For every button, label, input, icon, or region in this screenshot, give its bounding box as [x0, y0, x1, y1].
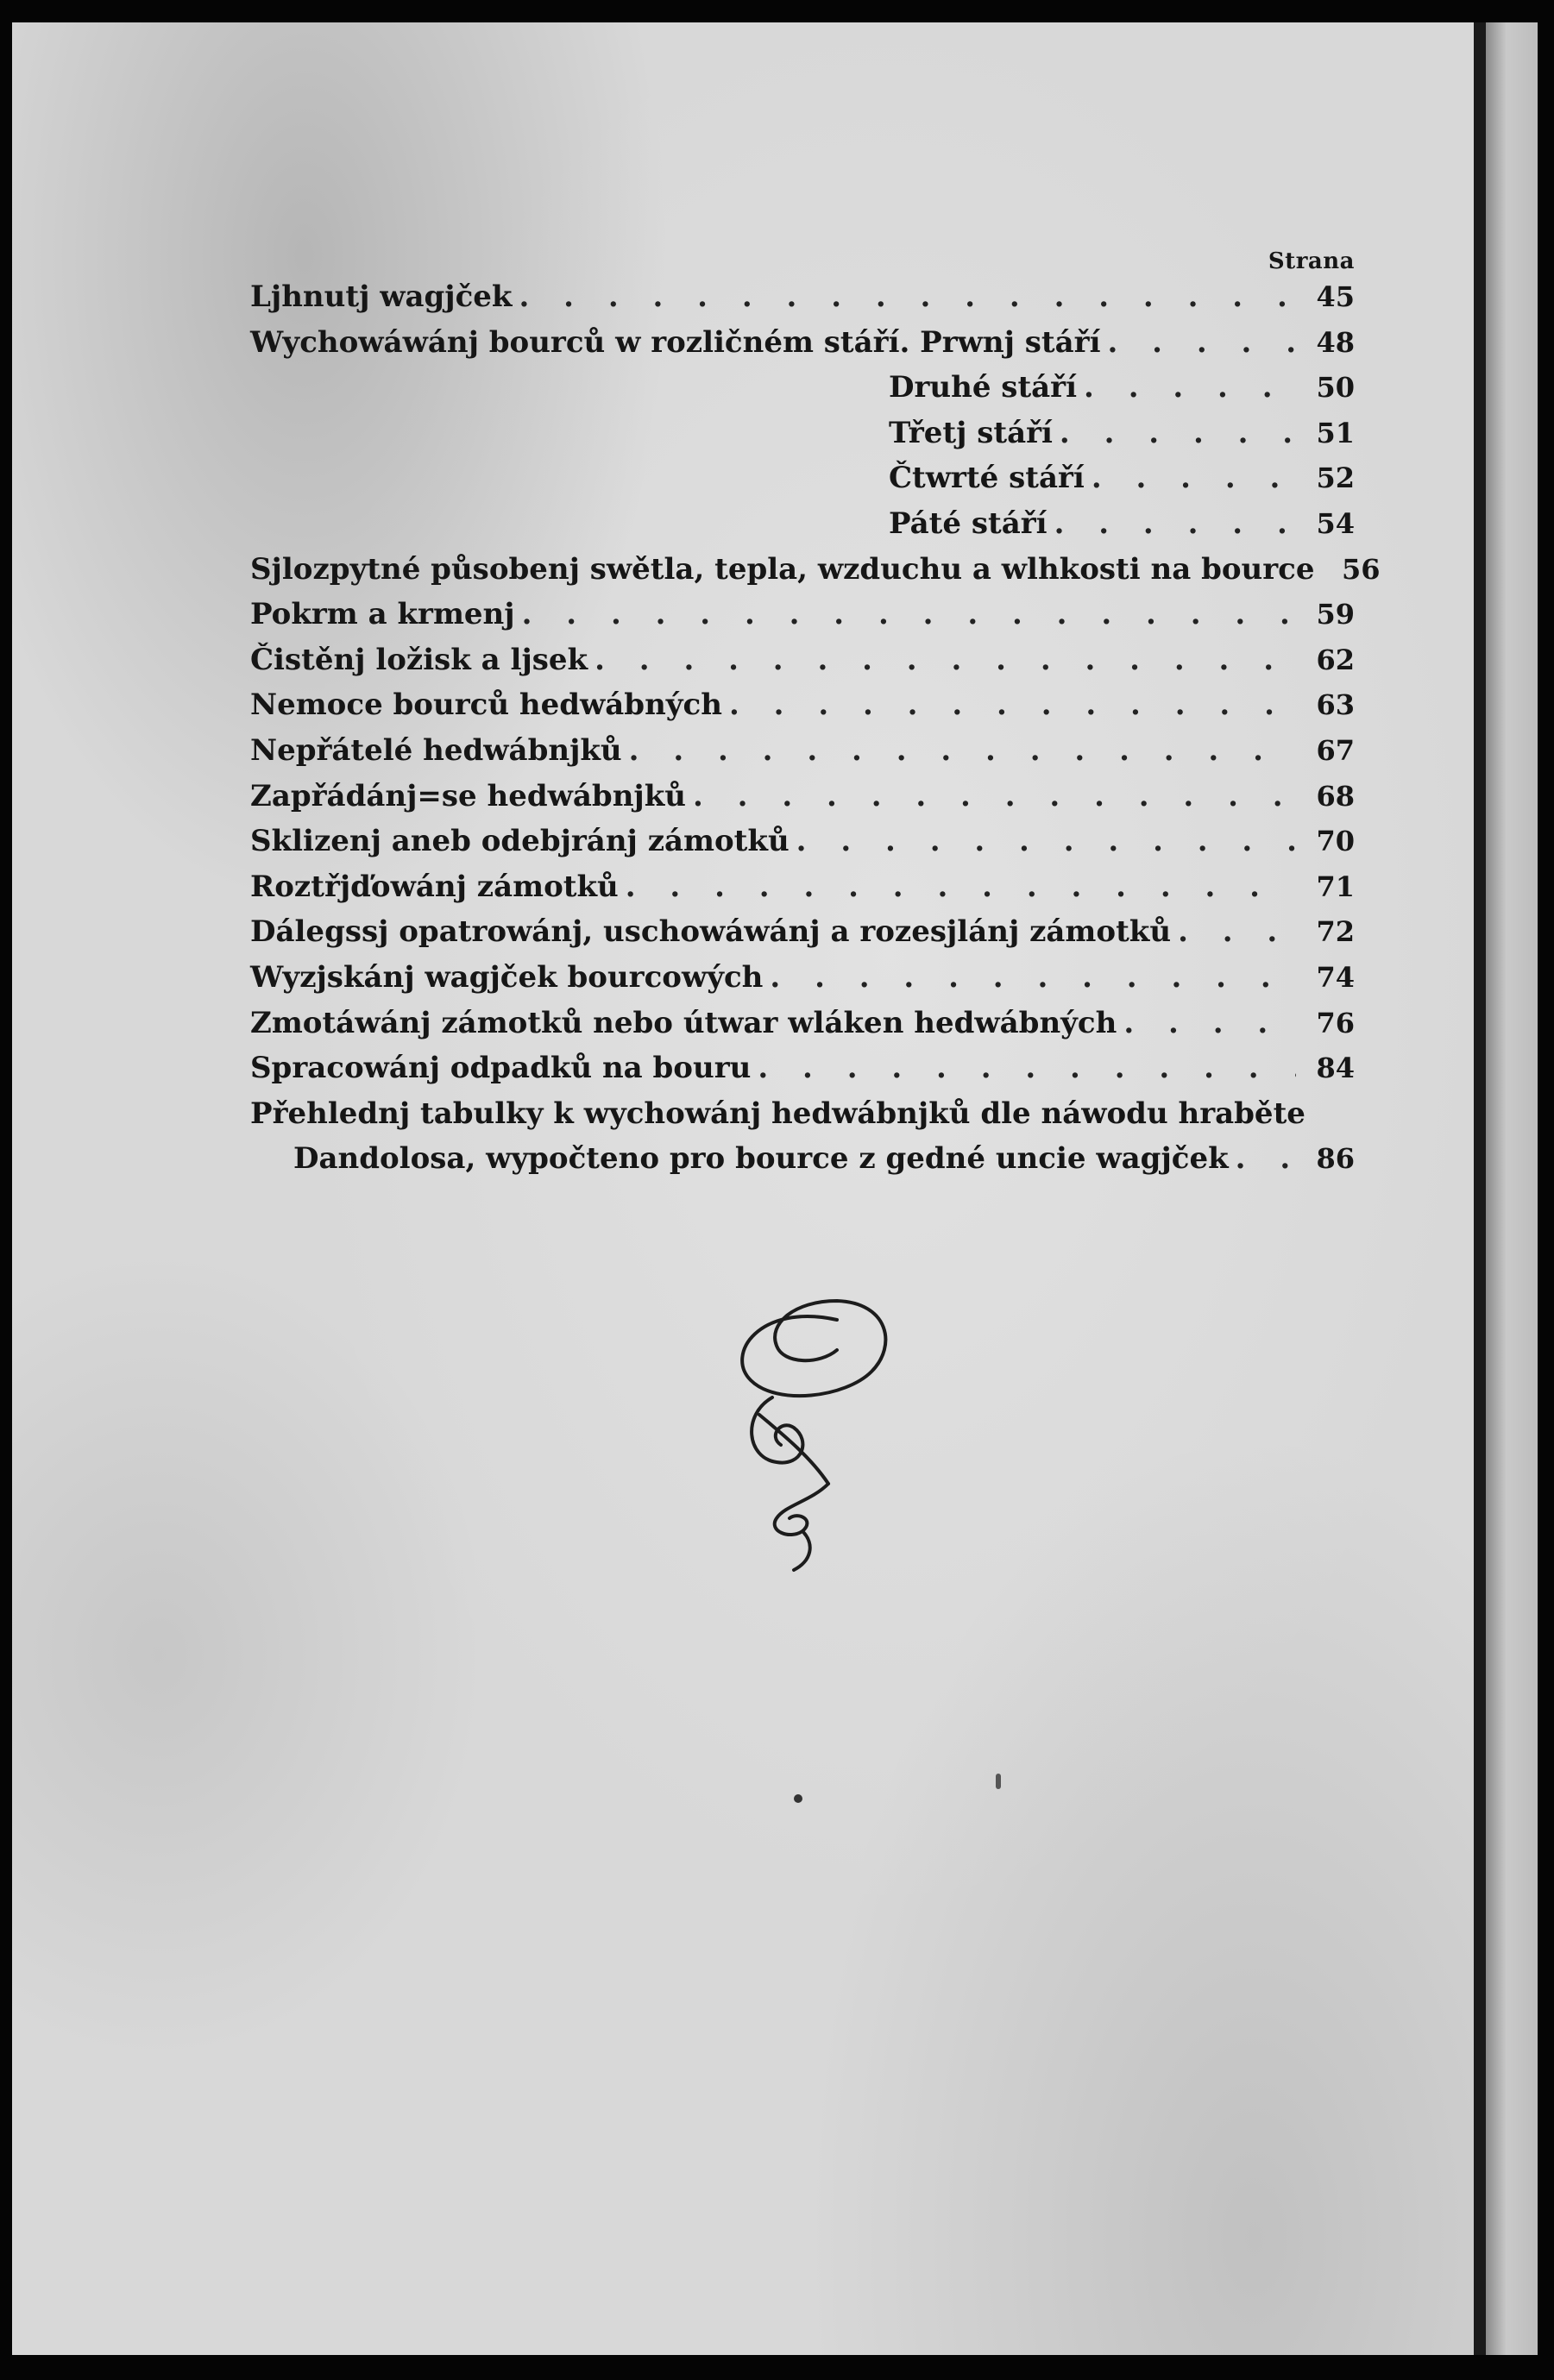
toc-entry: [250, 824, 1355, 870]
toc-entry-title: Zapřádánj=se hedwábnjků: [250, 778, 686, 813]
toc-entry-title: Páté stáří: [889, 506, 1048, 541]
toc-entry-title: Sklizenj aneb odebjránj zámotků: [250, 824, 790, 859]
toc-entry-page-number: 50: [1316, 371, 1355, 405]
toc-list: [250, 279, 1381, 1187]
toc-entry-title: Třetj stáří: [889, 415, 1053, 450]
toc-entry: [250, 461, 1355, 506]
toc-entry-page-number: 76: [1316, 1006, 1355, 1039]
toc-entry-title: Dandolosa, wypočteno pro bource z gedné uncie wagjček: [293, 1141, 1229, 1177]
toc-entry-title: Nepřátelé hedwábnjků: [250, 732, 622, 768]
facing-page-edge: [1486, 22, 1538, 2355]
dot-leader: [693, 779, 1296, 813]
ink-speck: [996, 1774, 1001, 1789]
toc-entry-page-number: 62: [1316, 643, 1355, 676]
toc-entry-title: Druhé stáří: [889, 370, 1078, 405]
flourish-ornament: [708, 1285, 932, 1579]
toc-entry: [250, 1051, 1355, 1096]
toc-entry: [250, 506, 1355, 552]
toc-entry: [250, 870, 1355, 915]
toc-entry-page-number: 72: [1316, 915, 1355, 949]
toc-entry-title: Čtwrté stáří: [889, 461, 1085, 496]
table-of-contents: [250, 248, 1381, 1187]
toc-entry-title: Nemoce bourců hedwábných: [250, 688, 722, 723]
toc-entry: [250, 597, 1355, 643]
toc-entry-title: Přehlednj tabulky k wychowánj hedwábnjků dle náwodu hraběte: [250, 1096, 1305, 1131]
toc-entry-title: Sjlozpytné působenj swětla, tepla, wzduchu a wlhkosti na bource: [250, 551, 1315, 587]
toc-entry-page-number: 63: [1316, 688, 1355, 722]
toc-entry-page-number: 74: [1316, 960, 1355, 994]
toc-entry: [250, 1141, 1355, 1187]
toc-entry: [250, 279, 1355, 325]
toc-entry: [250, 960, 1355, 1006]
toc-entry: [250, 914, 1355, 960]
ink-speck: [794, 1794, 802, 1803]
dot-leader: [1236, 1141, 1296, 1176]
dot-leader: [796, 824, 1296, 858]
toc-entry: [250, 370, 1355, 416]
toc-entry: [250, 551, 1381, 598]
toc-entry-title: Wyzjskánj wagjček bourcowých: [250, 959, 764, 995]
toc-entry: [250, 779, 1355, 825]
toc-entry-page-number: 86: [1316, 1142, 1355, 1176]
toc-entry: [250, 416, 1355, 462]
toc-entry-title: Pokrm a krmenj: [250, 597, 515, 632]
toc-entry: [250, 1006, 1355, 1052]
dot-leader: [729, 688, 1296, 722]
toc-entry-title: Spracowánj odpadků na bouru: [250, 1051, 752, 1086]
toc-entry-page-number: 45: [1316, 280, 1355, 313]
dot-leader: [1108, 325, 1297, 360]
toc-entry-title: Ljhnutj wagjček: [250, 279, 513, 314]
toc-entry-title: Dálegssj opatrowánj, uschowáwánj a rozesjlánj zámotků: [250, 914, 1172, 950]
toc-entry: [250, 733, 1355, 779]
dot-leader: [595, 643, 1296, 677]
toc-entry: [250, 688, 1355, 733]
toc-entry: [250, 1096, 1355, 1142]
toc-entry-page-number: 59: [1316, 598, 1355, 631]
toc-entry-page-number: 84: [1316, 1052, 1355, 1085]
dot-leader: [1092, 461, 1296, 495]
dot-leader: [1123, 1006, 1296, 1040]
toc-entry-title: Wychowáwánj bourců w rozličném stáří. Prwnj stáří: [250, 324, 1101, 360]
toc-entry: [250, 325, 1355, 371]
page-column-header: Strana: [1268, 248, 1355, 274]
dot-leader: [519, 279, 1296, 314]
toc-entry-title: Roztřjďowánj zámotků: [250, 869, 619, 904]
toc-entry-title: Zmotáwánj zámotků nebo útwar wláken hedwábných: [250, 1005, 1117, 1040]
toc-entry-page-number: 67: [1316, 733, 1355, 767]
toc-entry-page-number: 48: [1316, 325, 1355, 359]
dot-leader: [1060, 416, 1296, 450]
dot-leader: [758, 1051, 1296, 1085]
dot-leader: [1178, 914, 1296, 949]
toc-entry-page-number: 51: [1316, 416, 1355, 449]
dot-leader: [1084, 370, 1296, 405]
dot-leader: [770, 960, 1296, 995]
toc-entry-page-number: 54: [1316, 506, 1355, 540]
toc-entry-page-number: 68: [1316, 779, 1355, 813]
dot-leader: [1054, 506, 1296, 541]
toc-entry-page-number: 71: [1316, 870, 1355, 903]
dot-leader: [629, 733, 1296, 768]
page-gutter: [1474, 22, 1486, 2355]
toc-entry-page-number: 52: [1316, 462, 1355, 495]
dot-leader: [522, 597, 1296, 631]
toc-entry-page-number: 56: [1341, 552, 1381, 586]
toc-entry-page-number: 70: [1316, 825, 1355, 858]
dot-leader: [626, 870, 1296, 904]
toc-entry: [250, 643, 1355, 688]
toc-entry-title: Čistěnj ložisk a ljsek: [250, 642, 588, 677]
